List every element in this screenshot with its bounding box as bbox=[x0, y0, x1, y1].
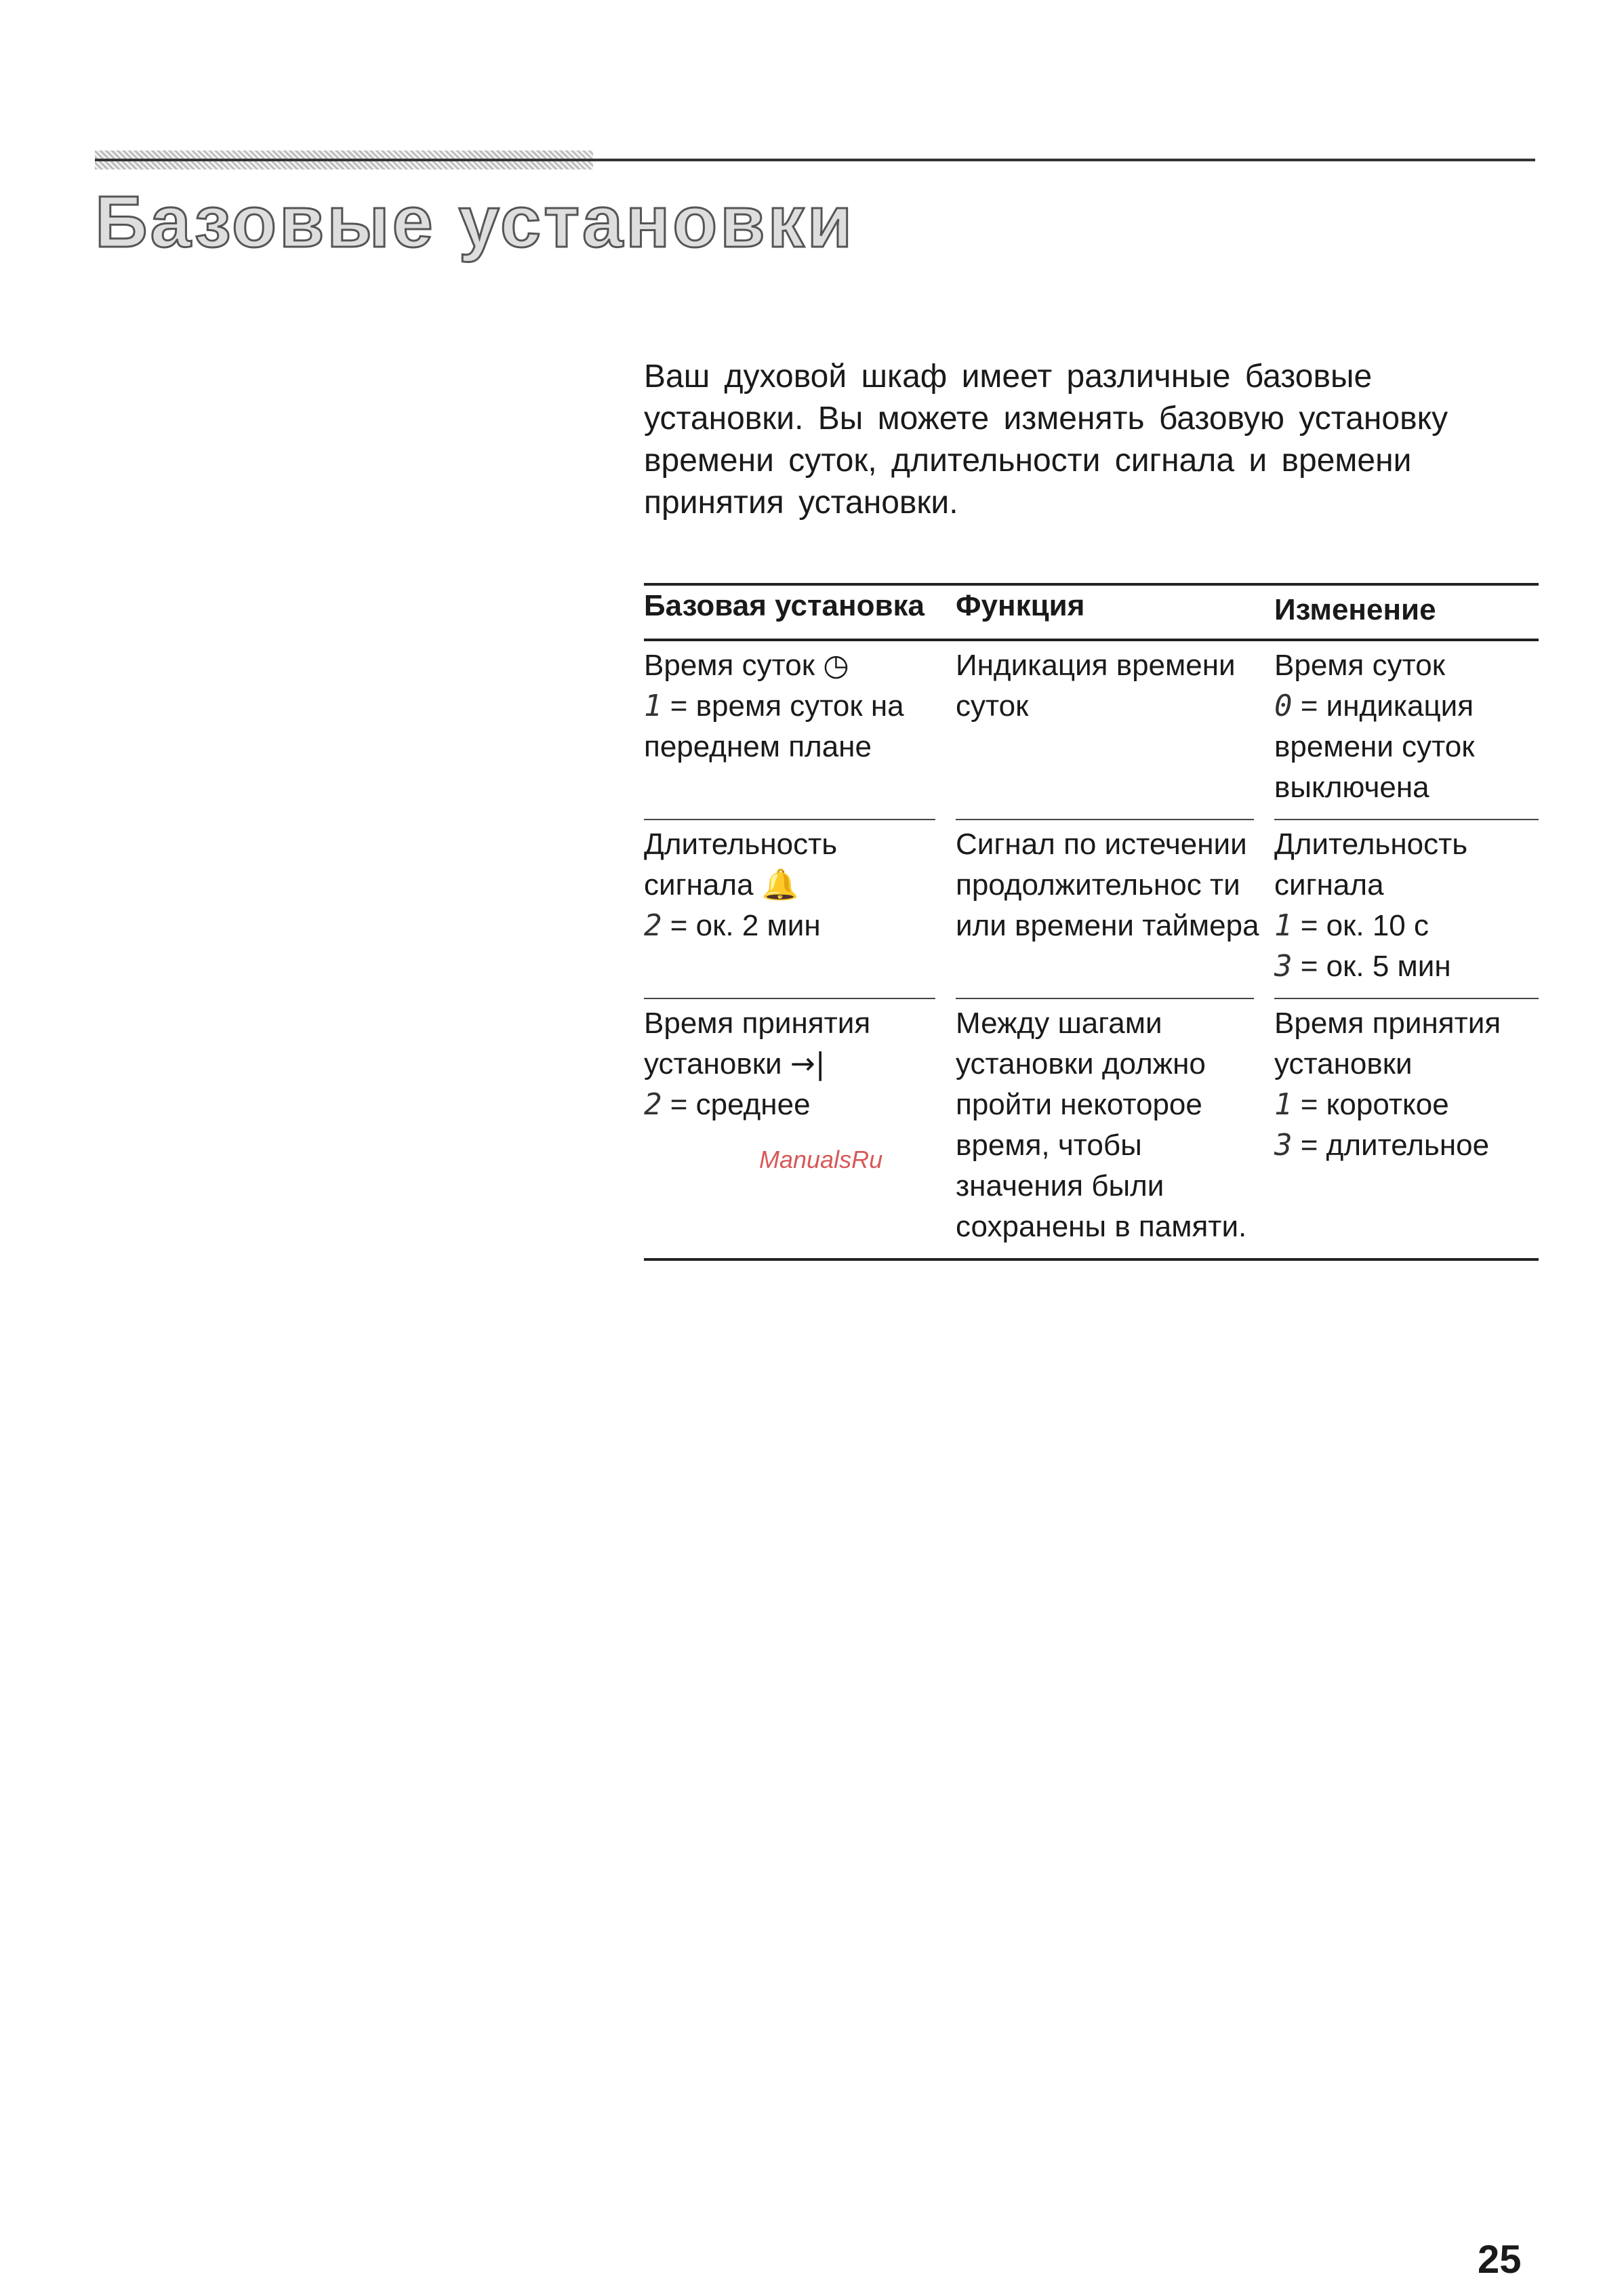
bell-icon: 🔔 bbox=[761, 868, 799, 902]
table-header-row bbox=[644, 586, 1539, 641]
table-row bbox=[644, 641, 1539, 819]
change-option-text: = длительное bbox=[1300, 1129, 1490, 1162]
page-title: Базовые установки bbox=[95, 180, 855, 262]
setting-value: = среднее bbox=[670, 1088, 811, 1121]
skip-forward-icon: →| bbox=[790, 1047, 826, 1081]
display-code: 0 bbox=[1274, 689, 1293, 723]
setting-label: Время суток bbox=[644, 649, 815, 682]
change-cell bbox=[1274, 999, 1539, 1258]
header-rule bbox=[95, 159, 1535, 161]
display-code: 2 bbox=[644, 908, 662, 943]
basic-setting-cell bbox=[644, 641, 956, 819]
header-change: Изменение bbox=[1274, 593, 1436, 626]
display-code: 3 bbox=[1274, 949, 1293, 984]
setting-value: = время суток на переднем плане bbox=[644, 689, 904, 763]
change-cell bbox=[1274, 820, 1539, 998]
function-cell: Индикация времени суток bbox=[956, 649, 1236, 723]
setting-label: Время принятия установки bbox=[644, 1007, 871, 1080]
change-cell bbox=[1274, 641, 1539, 819]
setting-label: Длительность сигнала bbox=[644, 828, 838, 902]
clock-icon: ◷ bbox=[823, 648, 849, 683]
change-option-text: = короткое bbox=[1300, 1088, 1449, 1121]
change-option-text: = индикация времени суток выключена bbox=[1274, 689, 1475, 804]
change-label: Время принятия установки bbox=[1274, 1007, 1501, 1080]
display-code: 1 bbox=[1274, 1087, 1293, 1122]
table-row bbox=[644, 999, 1539, 1258]
display-code: 1 bbox=[1274, 908, 1293, 943]
intro-paragraph: Ваш духовой шкаф имеет различные базовые установки. Вы можете изменять базовую установку времени суток, длительности сигнала и времени принятия установки. bbox=[644, 359, 1448, 521]
header-function: Функция bbox=[956, 589, 1085, 622]
change-option-text: = ок. 5 мин bbox=[1300, 950, 1451, 983]
watermark: ManualsRu bbox=[759, 1146, 883, 1173]
change-label: Длительность сигнала bbox=[1274, 828, 1468, 902]
function-cell: Сигнал по истечении продолжительнос ти или времени таймера bbox=[956, 828, 1259, 942]
change-label: Время суток bbox=[1274, 649, 1445, 682]
header-basic-setting: Базовая установка bbox=[644, 589, 925, 622]
function-cell: Между шагами установки должно пройти некоторое время, чтобы значения были сохранены в памяти. bbox=[956, 1007, 1247, 1243]
basic-setting-cell bbox=[644, 999, 956, 1258]
basic-setting-cell bbox=[644, 820, 956, 998]
setting-value: = ок. 2 мин bbox=[670, 909, 821, 942]
display-code: 3 bbox=[1274, 1128, 1293, 1163]
display-code: 2 bbox=[644, 1087, 662, 1122]
change-option-text: = ок. 10 с bbox=[1300, 909, 1429, 942]
display-code: 1 bbox=[644, 689, 662, 723]
table-row bbox=[644, 820, 1539, 998]
page-number: 25 bbox=[1478, 2238, 1522, 2282]
